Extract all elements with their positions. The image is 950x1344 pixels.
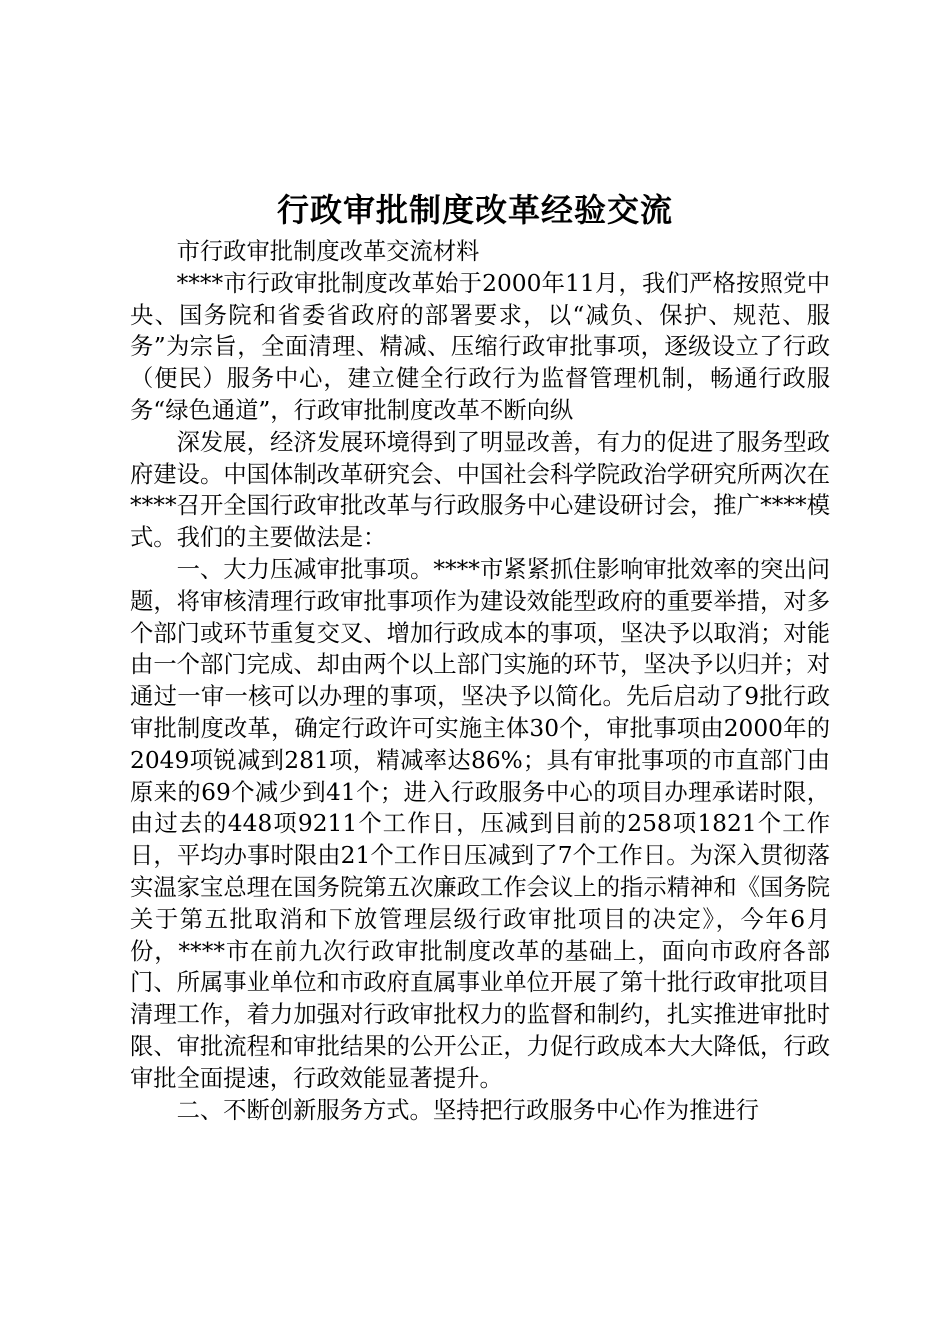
subtitle-paragraph: 市行政审批制度改革交流材料 [176, 238, 480, 265]
section-one-paragraph: 一、大力压减审批事项。****市紧紧抓住影响审批效率的突出问题，将审核清理行政审批事项作为建设效能型政府的重要举措，对多个部门或环节重复交叉、增加行政成本的事项，坚决予以取消；对能由一个部门完成、却由两个以上部门实施的环节，坚决予以归并；对通过一审一核可以办理的事项，坚决予以简化。先后启动了9批行政审批制度改革，确定行政许可实施主体30个，审批事项由2000年的2049项锐减到281项，精减率达86%；具有审批事项的市直部门由原来的69个减少到41个；进入行政服务中心的项目办理承诺时限，由过去的448项9211个工作日，压减到目前的258项1821个工作日，平均办事时限由21个工作日压减到了7个工作日。为深入贯彻落实温家宝总理在国务院第五次廉政工作会议上的指示精神和《国务院关于第五批取消和下放管理层级行政审批项目的决定》，今年6月份，****市在前九次行政审批制度改革的基础上，面向市政府各部门、所属事业单位和市政府直属事业单位开展了第十批行政审批项目清理工作，着力加强对行政审批权力的监督和制约，扎实推进审批时限、审批流程和审批结果的公开公正，力促行政成本大大降低，行政审批全面提速，行政效能显著提升。 [130, 555, 830, 1092]
section-two-paragraph: 二、不断创新服务方式。坚持把行政服务中心作为推进行 [176, 1096, 760, 1124]
document-title: 行政审批制度改革经验交流 [276, 191, 673, 229]
intro-paragraph: ****市行政审批制度改革始于2000年11月，我们严格按照党中央、国务院和省委省政府的部署要求，以“减负、保护、规范、服务”为宗旨，全面清理、精减、压缩行政审批事项，逐级设立了行政（便民）服务中心，建立健全行政行为监督管理机制，畅通行政服务“绿色通道”，行政审批制度改革不断向纵 [130, 269, 830, 424]
intro-continued-paragraph: 深发展，经济发展环境得到了明显改善，有力的促进了服务型政府建设。中国体制改革研究会、中国社会科学院政治学研究所两次在****召开全国行政审批改革与行政服务中心建设研讨会，推广****模式。我们的主要做法是： [130, 428, 830, 552]
document-body [130, 236, 830, 1126]
